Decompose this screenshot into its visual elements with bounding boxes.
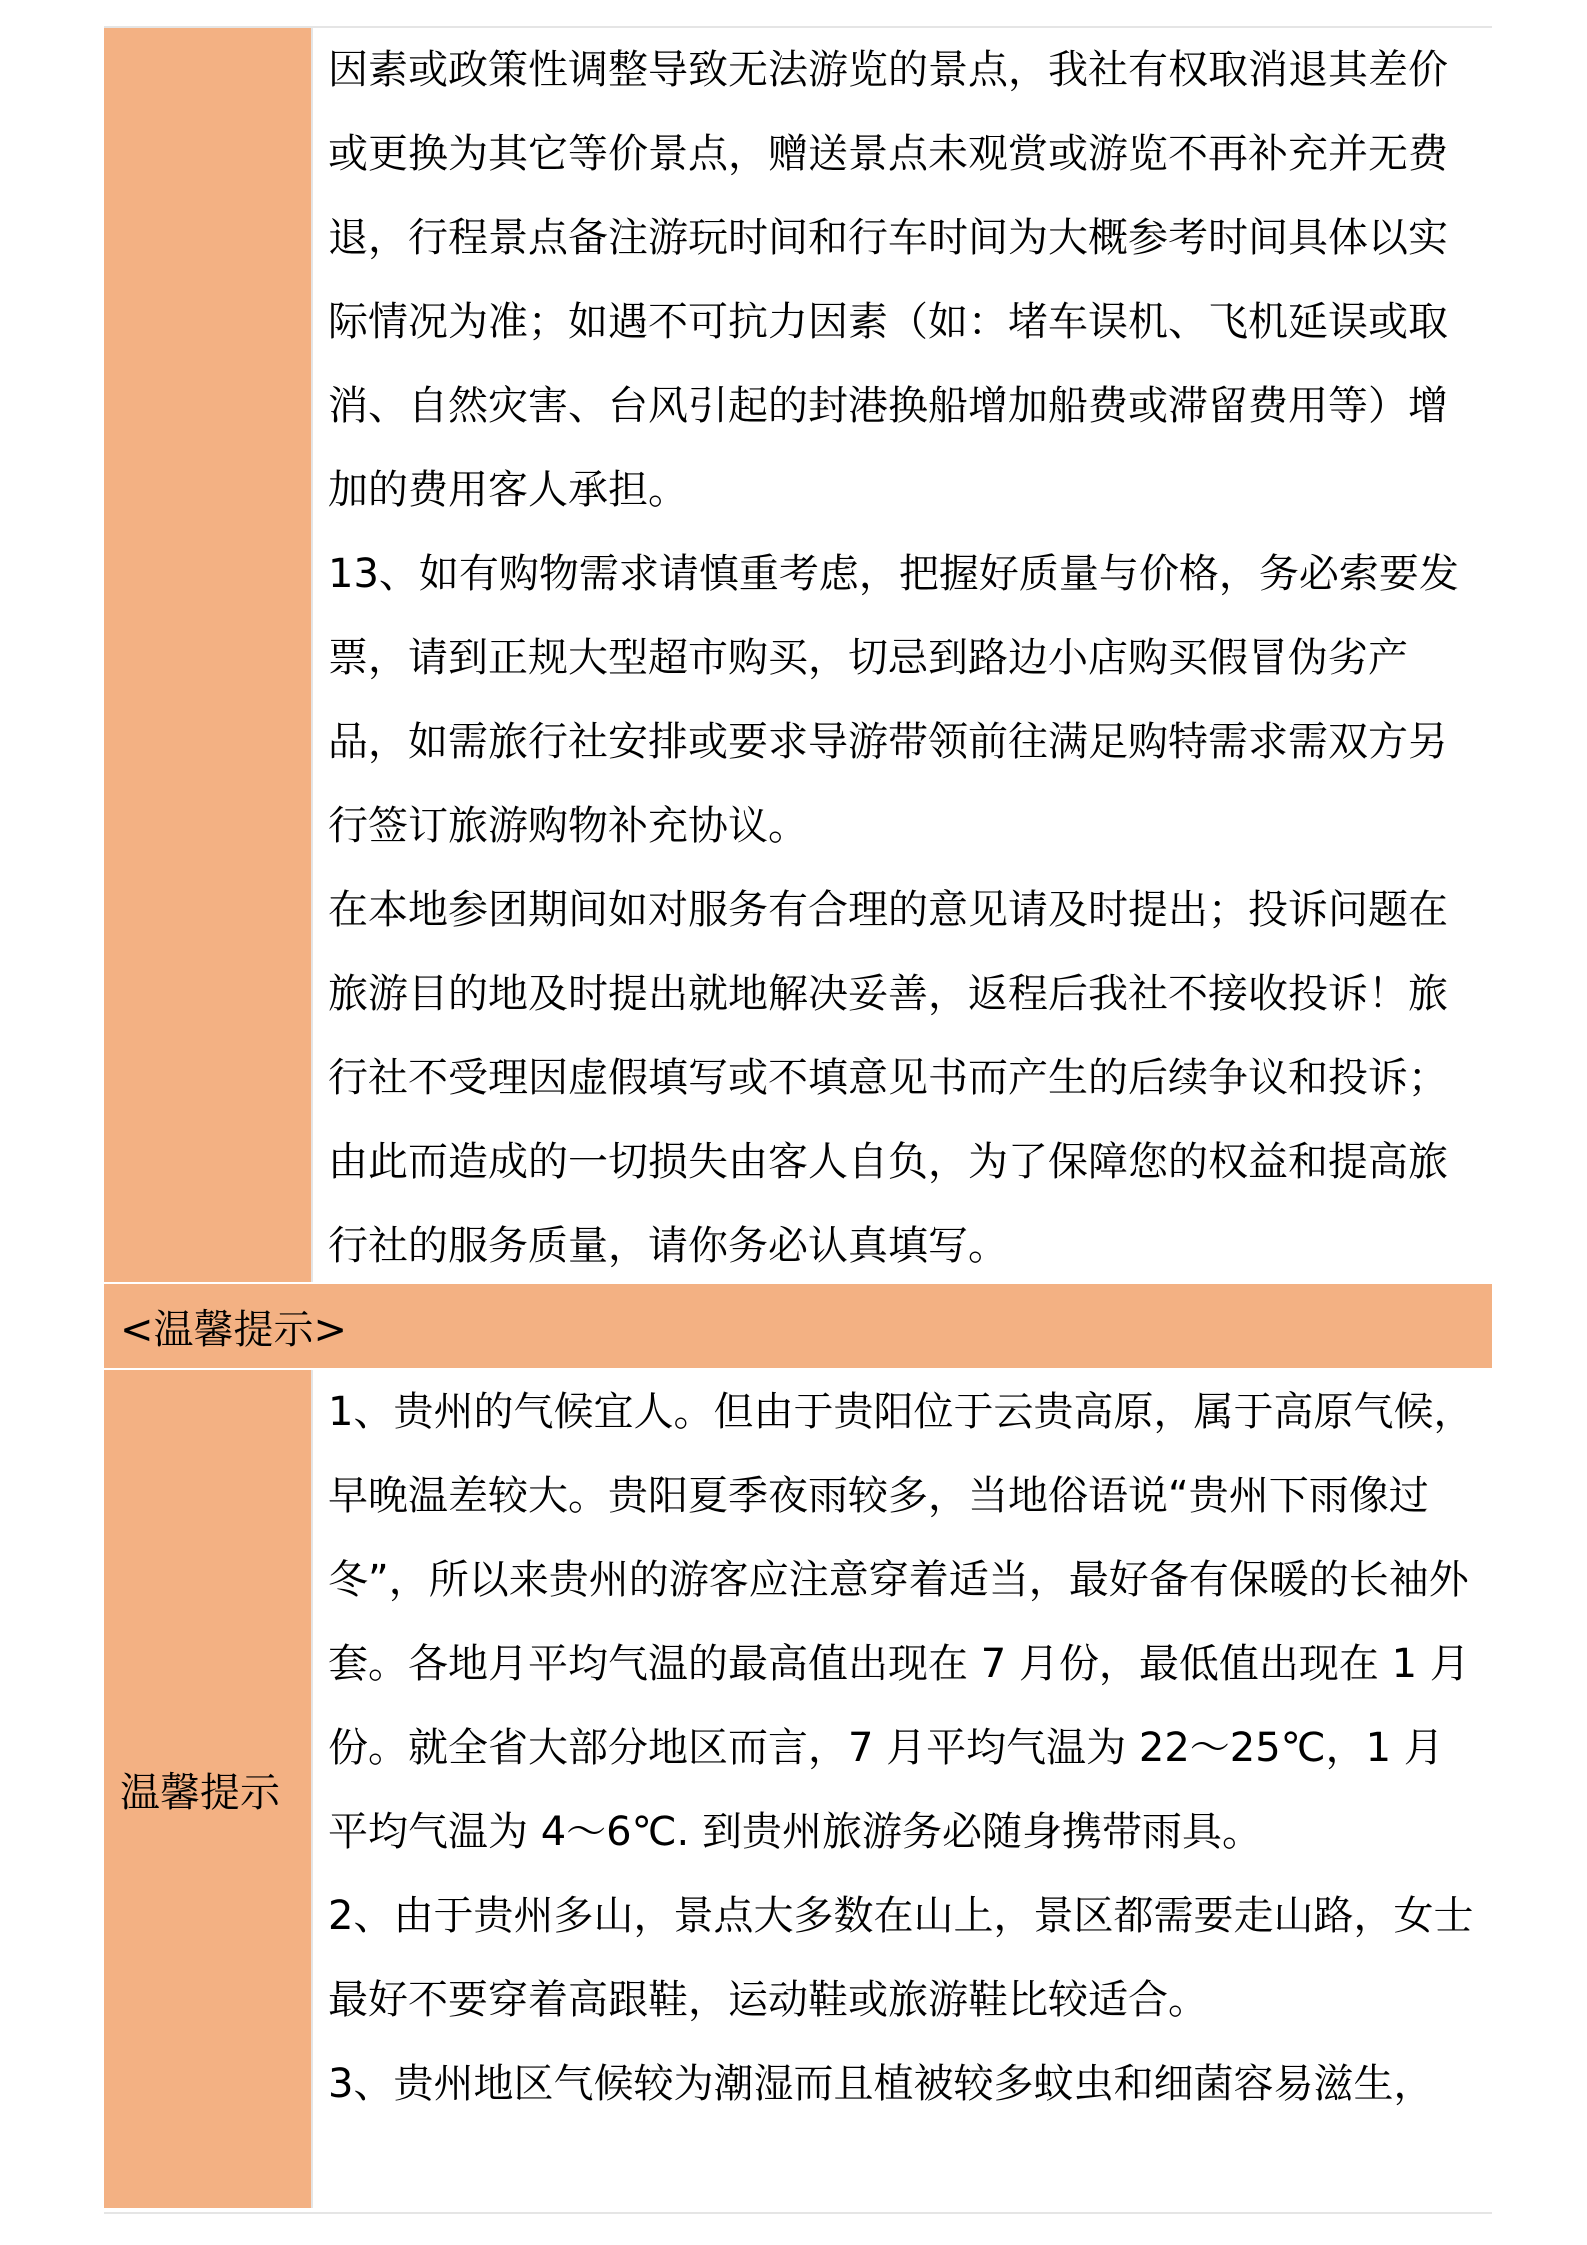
table-bottom-border bbox=[104, 26, 1492, 28]
warm-tips-row bbox=[104, 1370, 1492, 2210]
continued-notes-label bbox=[104, 28, 311, 1282]
tip-paragraph: 2、由于贵州多山，景点大多数在山上，景区都需要走山路，女士最好不要穿着高跟鞋，运动鞋或旅游鞋比较适合。 bbox=[328, 1893, 1474, 2023]
table-bottom-border bbox=[104, 2212, 1492, 2214]
tip-paragraph: 3、贵州地区气候较为潮湿而且植被较多蚊虫和细菌容易滋生， bbox=[328, 2061, 1434, 2107]
tip-paragraph: 1、贵州的气候宜人。但由于贵阳位于云贵高原，属于高原气候，早晚温差较大。贵阳夏季夜雨较多，当地俗语说“贵州下雨像过冬”，所以来贵州的游客应注意穿着适当，最好备有保暖的长袖外套。各地月平均气温的最高值出现在 7 月份，最低值出现在 1 月份。就全省大部分地区而言，7 月平均气温为 22～25℃，1 月平均气温为 4～6℃. 到贵州旅游务必随身携带雨具。 bbox=[328, 1389, 1474, 1855]
notes-paragraph: 13、如有购物需求请慎重考虑，把握好质量与价格，务必索要发票，请到正规大型超市购买，切忌到路边小店购买假冒伪劣产品，如需旅行社安排或要求导游带领前往满足购特需求需双方另行签订旅游购物补充协议。 bbox=[328, 551, 1459, 849]
warm-tips-content bbox=[311, 1370, 1492, 2208]
section-header-warm-tips: <温馨提示> bbox=[104, 1284, 1492, 1370]
continued-notes-row bbox=[104, 28, 1492, 1284]
notes-paragraph: 在本地参团期间如对服务有合理的意见请及时提出；投诉问题在旅游目的地及时提出就地解决妥善，返程后我社不接收投诉！旅行社不受理因虚假填写或不填意见书而产生的后续争议和投诉；由此而造成的一切损失由客人自负，为了保障您的权益和提高旅行社的服务质量，请你务必认真填写。 bbox=[328, 887, 1448, 1269]
notes-paragraph: 因素或政策性调整导致无法游览的景点，我社有权取消退其差价或更换为其它等价景点，赠送景点未观赏或游览不再补充并无费退，行程景点备注游玩时间和行车时间为大概参考时间具体以实际情况为准；如遇不可抗力因素（如：堵车误机、飞机延误或取消、自然灾害、台风引起的封港换船增加船费或滞留费用等）增加的费用客人承担。 bbox=[328, 47, 1448, 513]
continued-notes-content bbox=[311, 28, 1492, 1282]
itinerary-notes-table bbox=[104, 28, 1492, 2210]
warm-tips-label: 温馨提示 bbox=[104, 1370, 311, 2208]
